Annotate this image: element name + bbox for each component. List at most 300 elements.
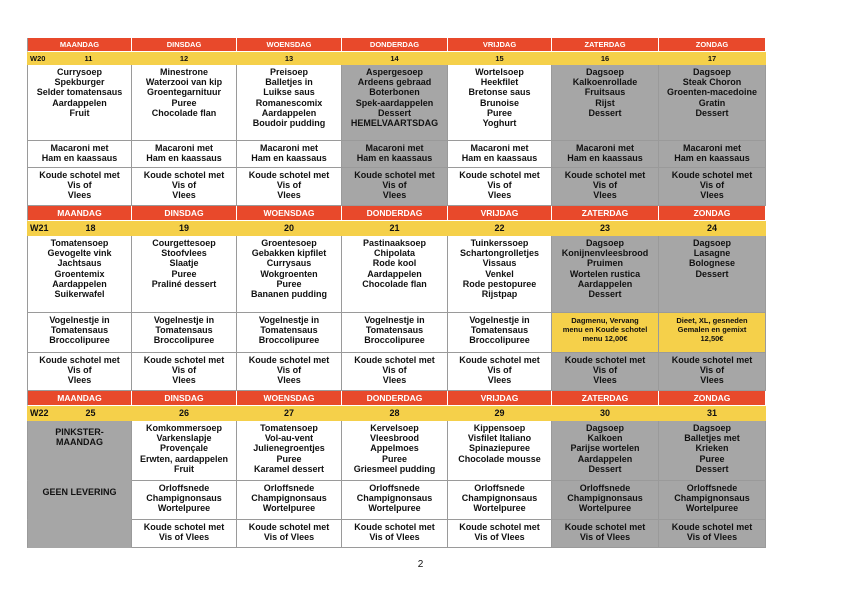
menu-line: Orloffsnede: [369, 483, 420, 493]
menu-line: Dessert: [695, 268, 729, 279]
menu-line: Koude schotel met: [564, 355, 646, 365]
menu-line: Julienegroentjes: [253, 443, 325, 454]
main-menu-cell: [448, 236, 552, 313]
menu-line: Koude schotel met: [143, 170, 225, 180]
menu-line: Ham en kaassaus: [461, 153, 538, 164]
menu-line: Romanescomix: [255, 97, 323, 108]
menu-line: Orloffsnede: [263, 483, 315, 493]
date-cell: 14: [342, 52, 448, 65]
menu-line: Dagsoep: [585, 238, 624, 248]
date-cell: 15: [448, 52, 552, 65]
cold-menu-cell: [237, 520, 342, 548]
menu-line: Dessert: [588, 463, 622, 474]
alt-menu-cell: [659, 313, 766, 353]
day-header-row: [27, 206, 766, 221]
main-menu-cell: [552, 65, 659, 141]
menu-line: Tomatensaus: [50, 325, 109, 336]
date-cell: 29: [448, 406, 552, 421]
day-header: WOENSDAG: [237, 206, 342, 221]
menu-line: Orloffsnede: [579, 483, 631, 493]
cold-menu-cell: [448, 168, 552, 206]
menu-line: Koude schotel met: [459, 355, 540, 365]
menu-line: Komkommersoep: [145, 423, 223, 433]
date-cell: 23: [552, 221, 659, 236]
main-menu-cell: [342, 421, 448, 481]
alt-menu-cell: [237, 481, 342, 520]
menu-line: Fruit: [174, 463, 194, 474]
menu-line: Rijst: [595, 97, 615, 108]
menu-line: Aardappelen: [261, 107, 317, 118]
menu-line: Vis of: [699, 180, 725, 191]
menu-line: Vol-au-vent: [264, 433, 314, 444]
menu-line: Champignonsaus: [356, 493, 433, 504]
menu-line: Koude schotel met: [39, 170, 120, 180]
menu-line: Koude schotel met: [39, 355, 120, 365]
menu-line: Broccolipuree: [153, 335, 215, 346]
menu-line: Koude schotel met: [248, 355, 330, 365]
menu-line: Macaroni met: [575, 143, 635, 153]
day-header: DINSDAG: [132, 206, 237, 221]
day-header: ZATERDAG: [552, 206, 659, 221]
menu-line: Currysoep: [56, 67, 102, 77]
menu-line: Tomatensoep: [260, 423, 318, 433]
alt-menu-cell: [132, 141, 237, 168]
menu-line: Wortelpuree: [473, 503, 526, 514]
main-menu-row: [27, 421, 766, 481]
alt-menu-cell: [27, 481, 132, 520]
menu-line: Koude schotel met: [671, 355, 753, 365]
menu-line: Dessert: [588, 107, 622, 118]
menu-line: Ham en kaassaus: [356, 153, 433, 164]
cold-menu-cell: [342, 520, 448, 548]
menu-line: Wortelpuree: [368, 503, 421, 514]
menu-line: Vleesbrood: [369, 433, 419, 444]
day-header: DINSDAG: [132, 391, 237, 406]
menu-line: Wortelpuree: [685, 503, 739, 514]
menu-line: Macaroni met: [50, 143, 109, 153]
menu-line: Wortelpuree: [157, 503, 211, 514]
menu-line: Minestrone: [159, 67, 208, 77]
menu-line: Champignonsaus: [146, 493, 222, 504]
menu-line: Chocolade flan: [362, 278, 427, 289]
menu-line: Ham en kaassaus: [251, 153, 327, 164]
menu-line: Krieken: [695, 443, 729, 454]
menu-line: Orloffsnede: [686, 483, 738, 493]
menu-line: menu en Koude schotel: [562, 325, 648, 334]
menu-line: Ham en kaassaus: [567, 153, 643, 164]
menu-line: Ham en kaassaus: [674, 153, 750, 164]
menu-line: Puree: [486, 107, 512, 118]
menu-line: Erwten, aardappelen: [139, 453, 229, 464]
menu-line: Vlees: [67, 375, 92, 386]
menu-line: Groentesoep: [261, 238, 317, 248]
day-header: DONDERDAG: [342, 391, 448, 406]
day-header: ZONDAG: [659, 391, 766, 406]
cold-menu-cell: [342, 353, 448, 391]
menu-line: Groenten-macedoine: [666, 87, 758, 98]
menu-line: Chocolade mousse: [458, 453, 541, 464]
menu-line: Tomatensaus: [470, 325, 529, 336]
menu-line: Bananen pudding: [251, 289, 327, 300]
menu-line: Yoghurt: [482, 118, 517, 129]
date-cell: 27: [237, 406, 342, 421]
menu-line: Chipolata: [373, 248, 415, 259]
menu-line: Aspergesoep: [365, 67, 424, 77]
menu-line: Puree: [276, 278, 302, 289]
day-header-row: [27, 391, 766, 406]
menu-line: Koude schotel met: [143, 355, 225, 365]
menu-line: Wortelpuree: [262, 503, 316, 514]
alt-menu-cell: [342, 313, 448, 353]
cold-menu-cell: [132, 520, 237, 548]
menu-line: Vogelnestje in: [49, 315, 110, 325]
date-number: 25: [85, 408, 96, 418]
cold-menu-cell: [659, 520, 766, 548]
menu-line: Dagsoep: [585, 423, 624, 433]
menu-line: Aardappelen: [52, 278, 107, 289]
alt-menu-cell: [448, 313, 552, 353]
menu-line: Vlees: [67, 190, 92, 201]
menu-line: Koude schotel met: [564, 522, 646, 532]
menu-line: Lasagne: [693, 248, 731, 259]
week-number: W22: [30, 408, 49, 418]
date-row: [27, 52, 766, 65]
date-row: [27, 406, 766, 421]
menu-line: Gemalen en gemixt: [677, 325, 747, 334]
menu-line: Kippensoep: [473, 423, 526, 433]
menu-line: Puree: [171, 268, 197, 279]
menu-line: Griesmeel pudding: [353, 463, 436, 474]
menu-line: Brunoise: [479, 97, 519, 108]
menu-line: Aardappelen: [577, 453, 633, 464]
menu-line: Koude schotel met: [564, 170, 646, 180]
menu-line: Waterzooi van kip: [145, 77, 223, 88]
main-menu-cell: [132, 65, 237, 141]
menu-line: Vis of: [592, 180, 618, 191]
menu-line: Vlees: [700, 375, 724, 386]
alt-menu-cell: [342, 141, 448, 168]
main-menu-cell: [552, 421, 659, 481]
menu-line: Gebakken kipfilet: [251, 248, 327, 259]
menu-line: Schartongrolletjes: [459, 248, 540, 259]
menu-line: Koude schotel met: [459, 170, 540, 180]
menu-line: Provençale: [159, 443, 209, 454]
menu-line: Koude schotel met: [248, 170, 330, 180]
date-cell: 17: [659, 52, 766, 65]
menu-line: Stoofvlees: [161, 248, 207, 259]
menu-line: Dieet, XL, gesneden: [676, 316, 748, 325]
date-number: 18: [85, 223, 96, 233]
menu-line: Vis of: [382, 365, 407, 376]
date-cell: [27, 52, 132, 65]
menu-line: Vis of Vlees: [158, 532, 210, 543]
menu-line: Puree: [699, 453, 725, 464]
menu-line: Boudoir pudding: [252, 118, 326, 129]
alt-menu-row: [27, 141, 766, 168]
menu-line: Balletjes met: [684, 433, 740, 444]
menu-line: Vis of Vlees: [263, 532, 315, 543]
menu-line: Vis of: [487, 365, 512, 376]
date-cell: 31: [659, 406, 766, 421]
menu-line: Gratin: [698, 97, 726, 108]
menu-line: menu 12,00€: [582, 334, 628, 343]
menu-line: Vis of: [67, 365, 92, 376]
main-menu-cell: [448, 421, 552, 481]
alt-menu-cell: [659, 481, 766, 520]
menu-line: Macaroni met: [154, 143, 214, 153]
main-menu-cell: [659, 421, 766, 481]
menu-line: Macaroni met: [259, 143, 319, 153]
day-header: VRIJDAG: [448, 391, 552, 406]
menu-line: Vogelnestje in: [364, 315, 425, 325]
page-number: 2: [417, 559, 424, 570]
date-cell: 30: [552, 406, 659, 421]
menu-line: Dagsoep: [585, 67, 624, 77]
menu-line: Rode pestopuree: [462, 278, 537, 289]
menu-line: Wortelsoep: [475, 67, 524, 77]
date-cell: 16: [552, 52, 659, 65]
menu-line: Vlees: [172, 190, 196, 201]
menu-line: Tomatensaus: [365, 325, 424, 336]
week-block-w22: [27, 391, 766, 548]
menu-line: Tomatensaus: [155, 325, 213, 336]
menu-line: Champignonsaus: [674, 493, 750, 504]
menu-line: Selder tomatensaus: [36, 87, 123, 98]
date-cell: 22: [448, 221, 552, 236]
day-header-row: [27, 38, 766, 52]
date-cell: 26: [132, 406, 237, 421]
menu-line: 12,50€: [700, 334, 724, 343]
menu-line: Courgettesoep: [152, 238, 216, 248]
menu-line: Kalkoen: [587, 433, 623, 444]
menu-line: Groentegarnituur: [146, 87, 221, 98]
menu-line: Macaroni met: [470, 143, 529, 153]
week-block-w20: [27, 38, 766, 206]
cold-menu-cell: [552, 353, 659, 391]
alt-menu-cell: [448, 141, 552, 168]
menu-line: Karamel dessert: [253, 463, 325, 474]
menu-line: Broccolipuree: [364, 335, 425, 346]
cold-menu-cell: [132, 168, 237, 206]
day-header: ZONDAG: [659, 206, 766, 221]
alt-menu-cell: [237, 313, 342, 353]
menu-line: Dagsoep: [692, 238, 731, 248]
menu-line: Preisoep: [269, 67, 309, 77]
menu-line: Vogelnestje in: [469, 315, 530, 325]
menu-line: HEMELVAARTSDAG: [350, 118, 439, 129]
menu-line: Koude schotel met: [248, 522, 330, 532]
menu-line: Champignonsaus: [461, 493, 538, 504]
week-number: W20: [30, 54, 46, 63]
menu-line: Orloffsnede: [474, 483, 525, 493]
date-number: 11: [84, 54, 93, 63]
day-header: WOENSDAG: [237, 38, 342, 52]
menu-line: Venkel: [485, 268, 514, 279]
menu-line: Vis of Vlees: [369, 532, 420, 543]
alt-menu-cell: [132, 481, 237, 520]
menu-line: Fruit: [69, 107, 90, 118]
cold-menu-cell: [237, 168, 342, 206]
day-header: WOENSDAG: [237, 391, 342, 406]
date-cell: 12: [132, 52, 237, 65]
main-menu-cell: [448, 65, 552, 141]
day-header: DONDERDAG: [342, 38, 448, 52]
date-row: [27, 221, 766, 236]
main-menu-cell: [342, 236, 448, 313]
menu-line: Vogelnestje in: [258, 315, 320, 325]
cold-menu-cell: [342, 168, 448, 206]
menu-line: Wokgroenten: [260, 268, 318, 279]
menu-line: Puree: [171, 97, 197, 108]
date-cell: 21: [342, 221, 448, 236]
menu-line: Rode kool: [372, 258, 417, 269]
menu-line: Vlees: [172, 375, 196, 386]
menu-line: MAANDAG: [56, 437, 103, 448]
menu-line: Varkenslapje: [156, 433, 212, 444]
cold-menu-cell: [552, 168, 659, 206]
menu-line: Vlees: [277, 375, 301, 386]
menu-line: GEEN LEVERING: [42, 487, 117, 497]
menu-line: Dessert: [695, 107, 729, 118]
date-cell: 19: [132, 221, 237, 236]
menu-line: Koude schotel met: [671, 522, 753, 532]
menu-line: Vis of: [699, 365, 725, 376]
menu-line: Vlees: [487, 375, 512, 386]
alt-menu-cell: [552, 313, 659, 353]
menu-line: Broccolipuree: [258, 335, 320, 346]
menu-line: Vlees: [593, 375, 617, 386]
menu-line: Wortelpuree: [578, 503, 632, 514]
menu-line: Vis of Vlees: [474, 532, 525, 543]
date-cell: 24: [659, 221, 766, 236]
main-menu-cell: [659, 65, 766, 141]
menu-line: Bolognese: [688, 258, 735, 269]
menu-line: Vis of: [382, 180, 407, 191]
menu-line: Dessert: [695, 463, 729, 474]
day-header: MAANDAG: [27, 206, 132, 221]
menu-line: Luikse saus: [263, 87, 315, 98]
day-header: DONDERDAG: [342, 206, 448, 221]
menu-line: Koude schotel met: [354, 355, 435, 365]
date-cell: 13: [237, 52, 342, 65]
menu-line: Aardappelen: [52, 97, 107, 108]
menu-line: Vis of: [592, 365, 618, 376]
menu-line: Koude schotel met: [143, 522, 225, 532]
menu-line: Visfilet Italiano: [467, 433, 532, 444]
main-menu-cell: [237, 65, 342, 141]
main-menu-cell: [27, 421, 132, 481]
alt-menu-row: [27, 481, 766, 520]
menu-line: Spek-aardappelen: [355, 97, 434, 108]
date-cell: [27, 406, 132, 421]
week-block-w21: [27, 206, 766, 391]
date-cell: [27, 221, 132, 236]
alt-menu-cell: [552, 141, 659, 168]
alt-menu-cell: [659, 141, 766, 168]
main-menu-cell: [27, 65, 132, 141]
menu-line: Vogelnestje in: [153, 315, 215, 325]
menu-line: Appelmoes: [370, 443, 419, 454]
menu-line: Tomatensaus: [260, 325, 318, 336]
main-menu-cell: [237, 421, 342, 481]
cold-menu-cell: [659, 168, 766, 206]
menu-line: Aardappelen: [367, 268, 422, 279]
menu-line: Koude schotel met: [671, 170, 753, 180]
day-header: VRIJDAG: [448, 206, 552, 221]
cold-menu-row: [27, 168, 766, 206]
cold-menu-cell: [448, 520, 552, 548]
menu-line: Vlees: [277, 190, 301, 201]
menu-line: Kervelsoep: [370, 423, 419, 433]
menu-line: Tomatensoep: [50, 238, 109, 248]
main-menu-cell: [132, 421, 237, 481]
cold-menu-row: [27, 353, 766, 391]
main-menu-cell: [659, 236, 766, 313]
cold-menu-cell: [552, 520, 659, 548]
main-menu-row: [27, 236, 766, 313]
menu-line: Aardappelen: [577, 278, 633, 289]
menu-line: Chocolade flan: [151, 107, 217, 118]
menu-line: Pastinaaksoep: [362, 238, 427, 248]
menu-line: Gevogelte vink: [47, 248, 112, 259]
day-header: ZATERDAG: [552, 38, 659, 52]
menu-line: Dessert: [377, 107, 412, 118]
menu-line: Broccolipuree: [49, 335, 110, 346]
day-header: ZONDAG: [659, 38, 766, 52]
alt-menu-cell: [27, 313, 132, 353]
main-menu-cell: [342, 65, 448, 141]
menu-line: Macaroni met: [365, 143, 424, 153]
menu-line: Dagsoep: [692, 67, 731, 77]
menu-line: Wortelen rustica: [569, 268, 641, 279]
date-cell: 20: [237, 221, 342, 236]
menu-line: Vlees: [382, 190, 407, 201]
menu-line: Macaroni met: [682, 143, 742, 153]
menu-line: Vis of: [171, 365, 197, 376]
day-header: ZATERDAG: [552, 391, 659, 406]
menu-line: Bretonse saus: [468, 87, 531, 98]
menu-line: Vis of Vlees: [686, 532, 738, 543]
menu-line: Vlees: [382, 375, 407, 386]
menu-line: Boterbonen: [369, 87, 420, 98]
menu-line: Pruimen: [586, 258, 623, 269]
alt-menu-cell: [237, 141, 342, 168]
cold-menu-cell: [237, 353, 342, 391]
cold-menu-row: [27, 520, 766, 548]
menu-line: Ham en kaassaus: [146, 153, 222, 164]
main-menu-cell: [237, 236, 342, 313]
menu-line: Rijstpap: [481, 289, 518, 300]
menu-line: Vlees: [593, 190, 617, 201]
cold-menu-cell: [132, 353, 237, 391]
menu-line: Praliné dessert: [151, 278, 217, 289]
menu-line: Groentemix: [54, 268, 105, 279]
alt-menu-cell: [342, 481, 448, 520]
menu-line: PINKSTER-: [55, 427, 104, 437]
menu-line: Currysaus: [266, 258, 312, 269]
menu-line: Puree: [276, 453, 302, 464]
menu-line: Orloffsnede: [158, 483, 210, 493]
menu-calendar: [27, 38, 766, 548]
menu-line: Dagmenu, Vervang: [571, 316, 639, 325]
menu-line: Broccolipuree: [469, 335, 530, 346]
menu-line: Konijnenvleesbrood: [561, 248, 649, 259]
cold-menu-cell: [659, 353, 766, 391]
menu-line: Koude schotel met: [354, 170, 435, 180]
menu-line: Parijse wortelen: [570, 443, 640, 454]
main-menu-row: [27, 65, 766, 141]
menu-line: Spinaziepuree: [468, 443, 531, 454]
